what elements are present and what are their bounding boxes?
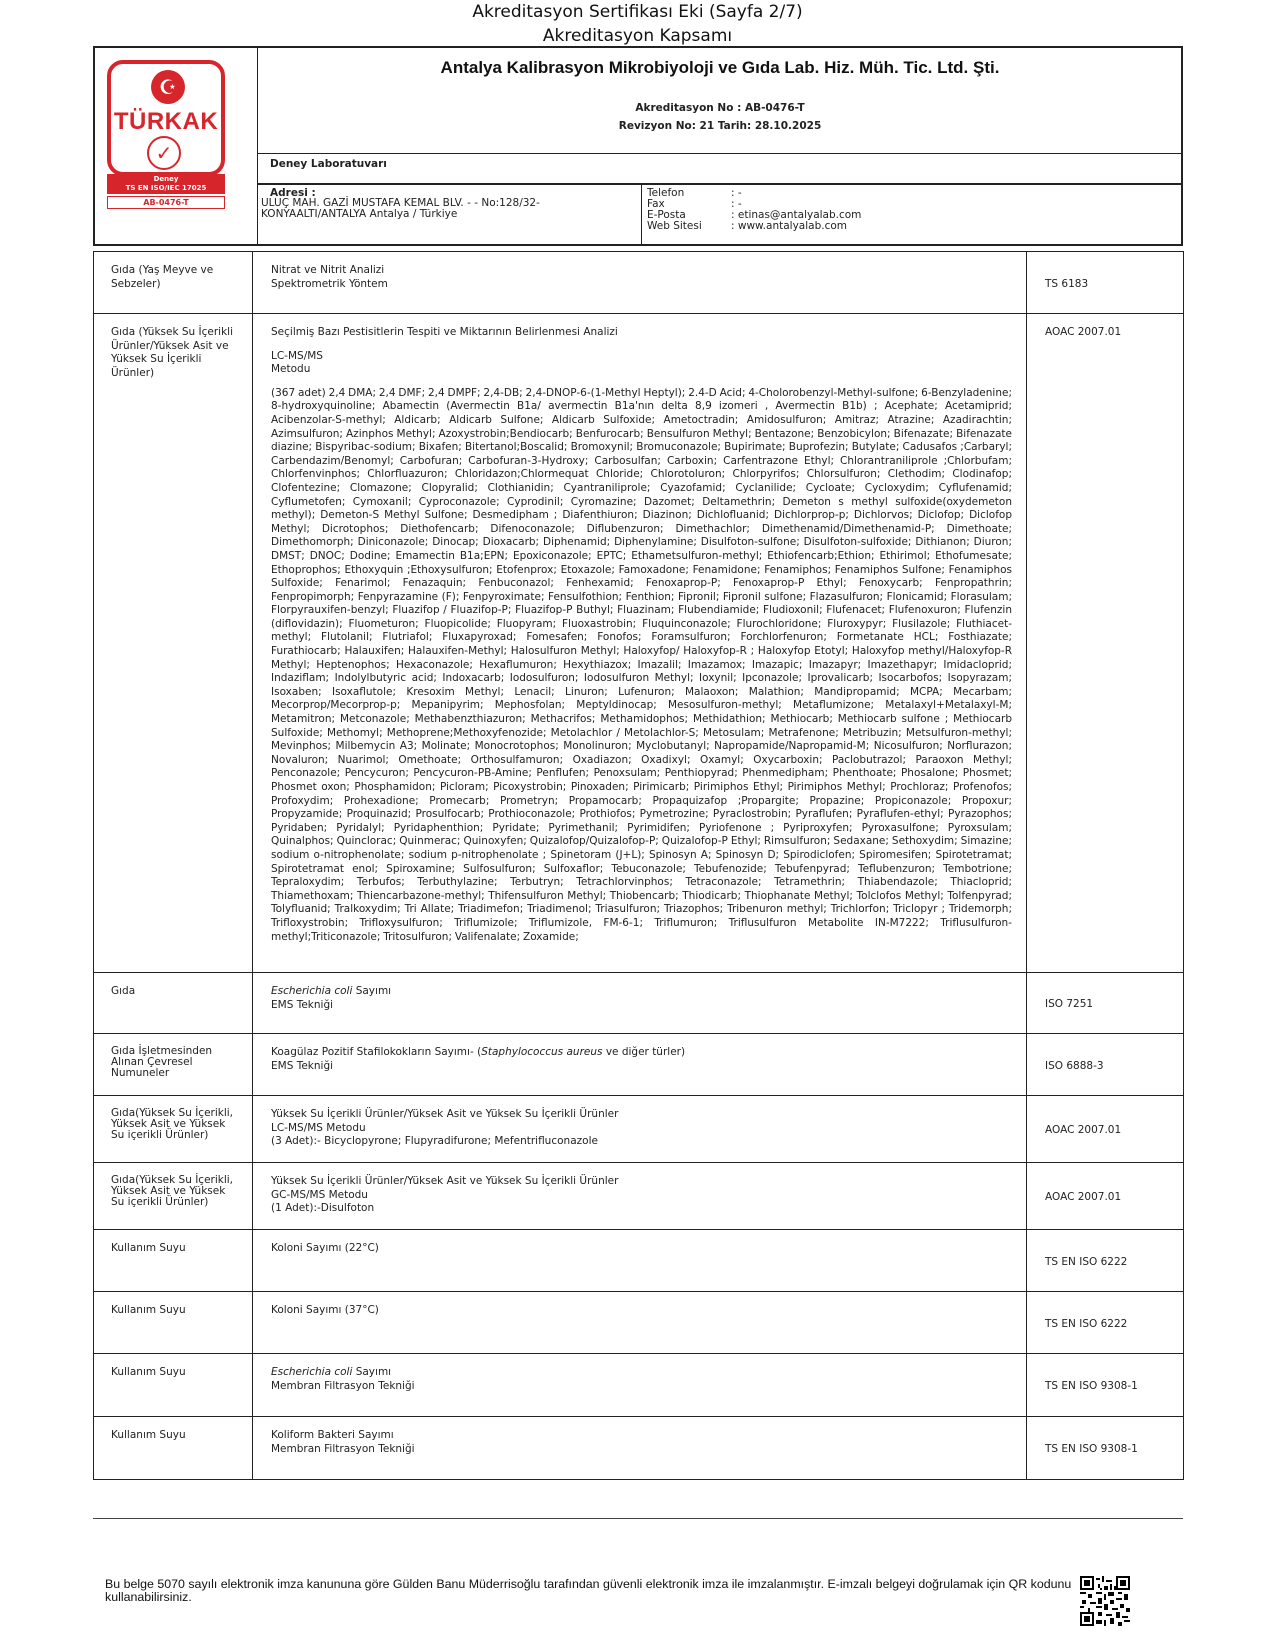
- method-line: Nitrat ve Nitrit Analizi: [271, 264, 385, 276]
- method-line: Yüksek Su İçerikli Ürünler/Yüksek Asit ve Yüksek Su İçerikli Ürünler: [271, 1108, 619, 1120]
- website-label: Web Sitesi: [647, 220, 702, 232]
- product-line: Alınan Çevresel: [111, 1056, 193, 1068]
- standard-cell: ISO 7251: [1027, 973, 1184, 1034]
- table-row: [94, 314, 1184, 973]
- table-row: [94, 973, 1184, 1034]
- method-title: Seçilmiş Bazı Pestisitlerin Tespiti ve Miktarının Belirlenmesi Analizi: [271, 326, 618, 338]
- method-cell: [253, 973, 1027, 1034]
- lab-type: Deney Laboratuvarı: [270, 158, 387, 170]
- standard-cell: TS 6183: [1027, 252, 1184, 314]
- table-row: [94, 1163, 1184, 1230]
- method-line: Yüksek Su İçerikli Ürünler/Yüksek Asit ve Yüksek Su İçerikli Ürünler: [271, 1175, 619, 1187]
- organism-name: Escherichia coli: [271, 1366, 353, 1378]
- method-text: Sayımı: [352, 1366, 392, 1378]
- method-line: Membran Filtrasyon Tekniği: [271, 1442, 415, 1455]
- product-line: Yüksek Asit ve Yüksek: [111, 1118, 226, 1130]
- header-box: [93, 46, 1183, 246]
- method-text: Koagülaz Pozitif Stafilokokların Sayımı- (: [271, 1046, 482, 1058]
- email-value: : etinas@antalyalab.com: [731, 209, 862, 221]
- standard-cell: ISO 6888-3: [1027, 1034, 1184, 1096]
- method-line: [271, 1046, 1012, 1060]
- check-icon: ✓: [147, 136, 181, 170]
- address-label: Adresi :: [270, 187, 316, 199]
- spacer: [271, 340, 1012, 350]
- address-line2: KONYAALTI/ANTALYA Antalya / Türkiye: [261, 208, 458, 220]
- method-cell: [253, 1354, 1027, 1417]
- logo-code: AB-0476-T: [107, 196, 225, 209]
- product-cell: [94, 973, 253, 1034]
- table-row: [94, 1034, 1184, 1096]
- product-line: Ürünler): [111, 366, 155, 379]
- table-row: [94, 1096, 1184, 1163]
- product-line: Su içerikli Ürünler): [111, 1196, 209, 1208]
- header-divider-2: [257, 183, 1183, 185]
- page-title: Akreditasyon Sertifikası Eki (Sayfa 2/7): [472, 2, 803, 22]
- qr-code-icon[interactable]: [1080, 1576, 1130, 1626]
- standard-cell: AOAC 2007.01: [1027, 1163, 1184, 1230]
- product-line: Su içerikli Ürünler): [111, 1129, 209, 1141]
- phone-label: Telefon: [647, 187, 685, 199]
- logo-wordmark: TÜRKAK: [113, 108, 219, 135]
- standard-cell: TS EN ISO 6222: [1027, 1230, 1184, 1292]
- product-cell: [94, 1163, 253, 1230]
- crescent-star-icon: ☪: [151, 70, 185, 104]
- header-divider: [257, 153, 1183, 154]
- organism-name: Staphylococcus aureus: [481, 1046, 603, 1058]
- product-cell: [94, 1034, 253, 1096]
- method-cell: [253, 1096, 1027, 1163]
- product-line: Gıda(Yüksek Su İçerikli,: [111, 1107, 234, 1119]
- method-cell: [253, 314, 1027, 973]
- method-line: [271, 985, 1012, 999]
- method-cell: [253, 1417, 1027, 1480]
- method-line: Koloni Sayımı (37°C): [271, 1304, 379, 1316]
- standard-cell: TS EN ISO 6222: [1027, 1292, 1184, 1354]
- method-line: [271, 1366, 1012, 1380]
- product-cell: [94, 314, 253, 973]
- product-line: Gıda (Yaş Meyve ve: [111, 264, 214, 276]
- method-line: Koliform Bakteri Sayımı: [271, 1429, 394, 1441]
- table-row: [94, 1292, 1184, 1354]
- product-line: Yüksek Asit ve Yüksek: [111, 1185, 226, 1197]
- product-cell: [94, 1096, 253, 1163]
- method-cell: [253, 1163, 1027, 1230]
- method-line: Koloni Sayımı (22°C): [271, 1242, 379, 1254]
- product-cell: [94, 1354, 253, 1417]
- method-line: EMS Tekniği: [271, 1059, 334, 1072]
- method-line: LC-MS/MS Metodu: [271, 1121, 366, 1134]
- pesticide-list: (367 adet) 2,4 DMA; 2,4 DMF; 2,4 DMPF; 2,4-DB; 2,4-DNOP-6-(1-Methyl Heptyl); 2.4-D Acid; 4-Cholorobenzyl-Methyl-sulfone; 6-Benzyladenine; 8-hydroxyquinoline; Abamectin (Avermectin B1a/ avermectin B1a'nın delta 8,9 izomeri , Avermectin B1b) ; Acephate; Acetamiprid; Acibenzolar-S-methyl; Aldicarb; Aldicarb Sulfone; Aldicarb Sulfoxide; Ametoctradin; Amidosulfuron; Amitraz; Atrazine; Azadirachtin; Azimsulfuron; Azinphos Methyl; Azoxystrobin;Bendiocarb; Benfurocarb; Bensulfuron Methyl; Bentazone; Benzobicylon; Bifenazate; Bifenazate diazine; Bispyribac-sodium; Bixafen; Bitertanol;Boscalid; Bromoxynil; Bromuconazole; Bupirimate; Buprofezin; Butylate; Cadusafos ;Carbaryl; Carbendazim/Benomyl; Carbofuran; Carbofuran-3-Hydroxy; Carbosulfan; Carboxin; Carfentrazone Ethyl; Chlorantraniliprole ;Chlorbufam; Chlorfenvinphos; Chlorfluazuron; Chloridazon;Chlormequat Chloride; Chlorotoluron; Chlorpyrifos; Chlorsulfuron; Clethodim; Clodinafop; Clofentezine; Clomazone; Clopyralid; Clothianidin; Cyantraniliprole; Cyazofamid; Cyclanilide; Cycloate; Cycloxydim; Cyflufenamid; Cyflumetofen; Cymoxanil; Cyproconazole; Cyprodinil; Cyromazine; Dazomet; Deltamethrin; Demeton s methyl sulfoxide(oxydemeton methyl); Demeton-S Methyl Sulfone; Desmedipham ; Diafenthiuron; Diazinon; Dichlofluanid; Dichlorprop-p; Dichlorvos; Diclofop; Diclofop Methyl; Dicrotophos; Diethofencarb; Difenoconazole; Diflubenzuron; Dimethachlor; Dimethenamid/Dimethenamid-P; Dimethoate; Dimethomorph; Diniconazole; Dinocap; Dioxacarb; Diphenamid; Diphenylamine; Disulfoton-sulfone; Disulfoton-sulfoxide; Dithianon; Diuron; DMST; DNOC; Dodine; Emamectin B1a;EPN; Epoxiconazole; EPTC; Ethametsulfuron-methyl; Ethiofencarb;Ethion; Ethirimol; Ethofumesate; Ethoprophos; Ethoxyquin ;Ethoxysulfuron; Etofenprox; Etoxazole; Famoxadone; Fenamidone; Fenamiphos; Fenamiphos Sulfone; Fenamiphos Sulfoxide; Fenarimol; Fenazaquin; Fenbuconazol; Fenhexamid; Fenoxaprop-P; Fenoxaprop-P Ethyl; Fenoxycarb; Fenpropathrin; Fenpropimorph; Fenpyrazamine (F); Fenpyroximate; Fensulfothion; Fenthion; Fipronil; Fipronil sulfone; Flazasulfuron; Flonicamid; Florasulam; Florpyrauxifen-benzyl; Fluazifop / Fluazifop-P; Fluazifop-P Buthyl; Fluazinam; Flubendiamide; Fludioxonil; Flufenacet; Flufenoxuron; Flufenzin (diflovidazin); Fluometuron; Fluopicolide; Fluopyram; Fluoxastrobin; Fluquinconazole; Flurochloridone; Fluroxypyr; Flusilazole; Fluthiacet-methyl; Flutolanil; Flutriafol; Fluxapyroxad; Fomesafen; Fonofos; Foramsulfuron; Forchlorfenuron; Formetanate HCL; Fosthiazate; Furathiocarb; Halauxifen; Halauxifen-Methyl; Halosulfuron Methyl; Haloxyfop/ Haloxyfop-R ; Haloxyfop Etotyl; Haloxyfop methyl/Haloxyfop-R Methyl; Heptenophos; Hexaconazole; Hexaflumuron; Hexythiazox; Imazalil; Imazamox; Imazapic; Imazapyr; Imazethapyr; Imidacloprid; Indaziflam; Indolylbutyric acid; Indoxacarb; Iodosulfuron; Iodosulfuron Methyl; Ioxynil; Ipconazole; Iprovalicarb; Isocarbofos; Isopyrazam; Isoxaben; Isoxaflutole; Kresoxim Methyl; Lenacil; Linuron; Lufenuron; Malaoxon; Malathion; Mandipropamid; MCPA; Mecarbam; Mecorprop/Mecorprop-p; Mepanipyrim; Mephosfolan; Meptyldinocap; Mesosulfuron-methyl; Metaflumizone; Metalaxyl+Metalaxyl-M; Metamitron; Metconazole; Methabenzthiazuron; Methacrifos; Methamidophos; Methidathion; Methiocarb; Methiocarb sulfone ; Methiocarb Sulfoxide; Methomyl; Methoprene;Methoxyfenozide; Metolachlor / Metolachlor-S; Metosulam; Metrafenone; Metribuzin; Metsulfuron-methyl; Mevinphos; Milbemycin A3; Molinate; Monocrotophos; Monolinuron; Myclobutanyl; Napropamide/Napropamid-M; Nicosulfuron; Norflurazon; Novaluron; Nuarimol; Omethoate; Orthosulfamuron; Oxadiazon; Oxadixyl; Oxamyl; Oxycarboxin; Paclobutrazol; Paraoxon Methyl; Penconazole; Pencycuron; Pencycuron-PB-Amine; Penflufen; Penoxsulam; Penthiopyrad; Phenmedipham; Phenthoate; Phosalone; Phosmet; Phosmet oxon; Phosphamidon; Picloram; Picoxystrobin; Pinoxaden; Pirimicarb; Pirimiphos Ethyl; Pirimiphos Methyl; Prochloraz; Profenofos; Profoxydim; Prohexadione; Promecarb; Prometryn; Propamocarb; Propaquizafop ;Propargite; Propazine; Propiconazole; Propoxur; Propyzamide; Proquinazid; Prosulfocarb; Prothioconazole; Prothiofos; Pymetrozine; Pyraclostrobin; Pyraflufen; Pyraflufen-ethyl; Pyrazophos; Pyridaben; Pyridalyl; Pyridaphenthion; Pyridate; Pyrimethanil; Pyrimidifen; Pyriofenone ; Pyriproxyfen; Pyroxasulfone; Pyroxsulam; Quinalphos; Quinclorac; Quinmerac; Quinoxyfen; Quizalofop/Quizalofop-P; Quizalofop-P Ethyl; Rimsulfuron; Sedaxane; Sethoxydim; Simazine; sodium o-nitrophenolate; sodium p-nitrophenolate ; Spinetoram (J+L); Spinosyn A; Spinosyn D; Spirodiclofen; Spiromesifen; Spirotetramat; Spirotetramat enol; Spiroxamine; Sulfosulfuron; Sulfoxaflor; Tebuconazole; Tebufenozide; Tebufenpyrad; Teflubenzuron; Tembotrione; Tepraloxydim; Terbufos; Terbuthylazine; Terbutryn; Tetrachlorvinphos; Tetraconazole; Tetramethrin; Thiabendazole; Thiacloprid; Thiamethoxam; Thiencarbazone-methyl; Thifensulfuron Methyl; Thiobencarb; Thiodicarb; Thiophanate Methyl; Tolclofos Methyl; Tolfenpyrad; Tolyfluanid; Tralkoxydim; Tri Allate; Triadimefon; Triadimenol; Triasulfuron; Triazophos; Tribenuron methyl; Trichlorfon; Triclopyr ; Tridemorph; Trifloxystrobin; Trifloxysulfuron; Triflumizole; Triflumizole, FM-6-1; Triflumuron; Triflusulfuron Metabolite IN-M7222; Triflusulfuron-methyl;Triticonazole; Tritosulfuron; Valifenalate; Zoxamide;: [271, 386, 1012, 943]
- product-line: Kullanım Suyu: [111, 1429, 186, 1441]
- method-line: (1 Adet):-Disulfoton: [271, 1202, 375, 1215]
- scope-table: [93, 251, 1184, 1480]
- method-line: Spektrometrik Yöntem: [271, 277, 388, 290]
- product-cell: [94, 1230, 253, 1292]
- standard-cell: AOAC 2007.01: [1027, 314, 1184, 973]
- table-row: [94, 1417, 1184, 1480]
- product-line: Sebzeler): [111, 277, 161, 290]
- product-line: Numuneler: [111, 1067, 170, 1079]
- table-row: [94, 252, 1184, 314]
- logo-band: [107, 174, 225, 194]
- e-signature-note: Bu belge 5070 sayılı elektronik imza kanununa göre Gülden Banu Müderrisoğlu tarafından güvenli elektronik imza ile imzalanmıştır. E-imzalı belgeyi doğrulamak için QR kodunu kullanabilirsiniz.: [105, 1577, 1072, 1605]
- method-cell: [253, 1292, 1027, 1354]
- logo-band-line1: Deney: [153, 175, 179, 183]
- method-line: LC-MS/MS: [271, 349, 323, 362]
- product-line: Ürünler/Yüksek Asit ve: [111, 339, 229, 352]
- organism-name: Escherichia coli: [271, 985, 353, 997]
- phone-value: : -: [731, 187, 742, 199]
- product-cell: [94, 252, 253, 314]
- address-line1: ULUÇ MAH. GAZİ MUSTAFA KEMAL BLV. - - No:128/32-: [261, 197, 540, 209]
- product-line: Gıda İşletmesinden: [111, 1045, 213, 1057]
- method-line: (3 Adet):- Bicyclopyrone; Flupyradifurone; Mefentrifluconazole: [271, 1135, 598, 1148]
- method-line: GC-MS/MS Metodu: [271, 1188, 368, 1201]
- product-cell: [94, 1292, 253, 1354]
- product-line: Gıda(Yüksek Su İçerikli,: [111, 1174, 234, 1186]
- page-subtitle: Akreditasyon Kapsamı: [542, 26, 733, 46]
- method-line: EMS Tekniği: [271, 998, 334, 1011]
- product-line: Gıda (Yüksek Su İçerikli: [111, 326, 234, 338]
- standard-cell: AOAC 2007.01: [1027, 1096, 1184, 1163]
- accreditation-number: Akreditasyon No : AB-0476-T: [635, 102, 805, 114]
- product-line: Kullanım Suyu: [111, 1366, 186, 1378]
- method-cell: [253, 1034, 1027, 1096]
- product-line: Yüksek Su İçerikli: [111, 353, 202, 366]
- fax-value: : -: [731, 198, 742, 210]
- address-contact-divider: [641, 183, 642, 244]
- method-cell: [253, 1230, 1027, 1292]
- method-line: Membran Filtrasyon Tekniği: [271, 1379, 415, 1392]
- product-line: Kullanım Suyu: [111, 1304, 186, 1316]
- table-row: [94, 1354, 1184, 1417]
- method-cell: [253, 252, 1027, 314]
- logo-band-line2: TS EN ISO/IEC 17025: [125, 184, 207, 192]
- footer-divider: [93, 1518, 1183, 1519]
- website-value: : www.antalyalab.com: [731, 220, 847, 232]
- turkak-logo: [95, 48, 258, 244]
- fax-label: Fax: [647, 198, 665, 210]
- table-row: [94, 1230, 1184, 1292]
- method-line: Metodu: [271, 363, 311, 376]
- revision-info: Revizyon No: 21 Tarih: 28.10.2025: [618, 120, 822, 132]
- product-line: Kullanım Suyu: [111, 1242, 186, 1254]
- logo-frame: [107, 60, 225, 176]
- product-line: Gıda: [111, 985, 136, 997]
- standard-cell: TS EN ISO 9308-1: [1027, 1417, 1184, 1480]
- method-text: ve diğer türler): [602, 1046, 686, 1058]
- standard-cell: TS EN ISO 9308-1: [1027, 1354, 1184, 1417]
- lab-name: Antalya Kalibrasyon Mikrobiyoloji ve Gıda Lab. Hiz. Müh. Tic. Ltd. Şti.: [440, 58, 1000, 77]
- email-label: E-Posta: [647, 209, 686, 221]
- method-text: Sayımı: [352, 985, 392, 997]
- product-cell: [94, 1417, 253, 1480]
